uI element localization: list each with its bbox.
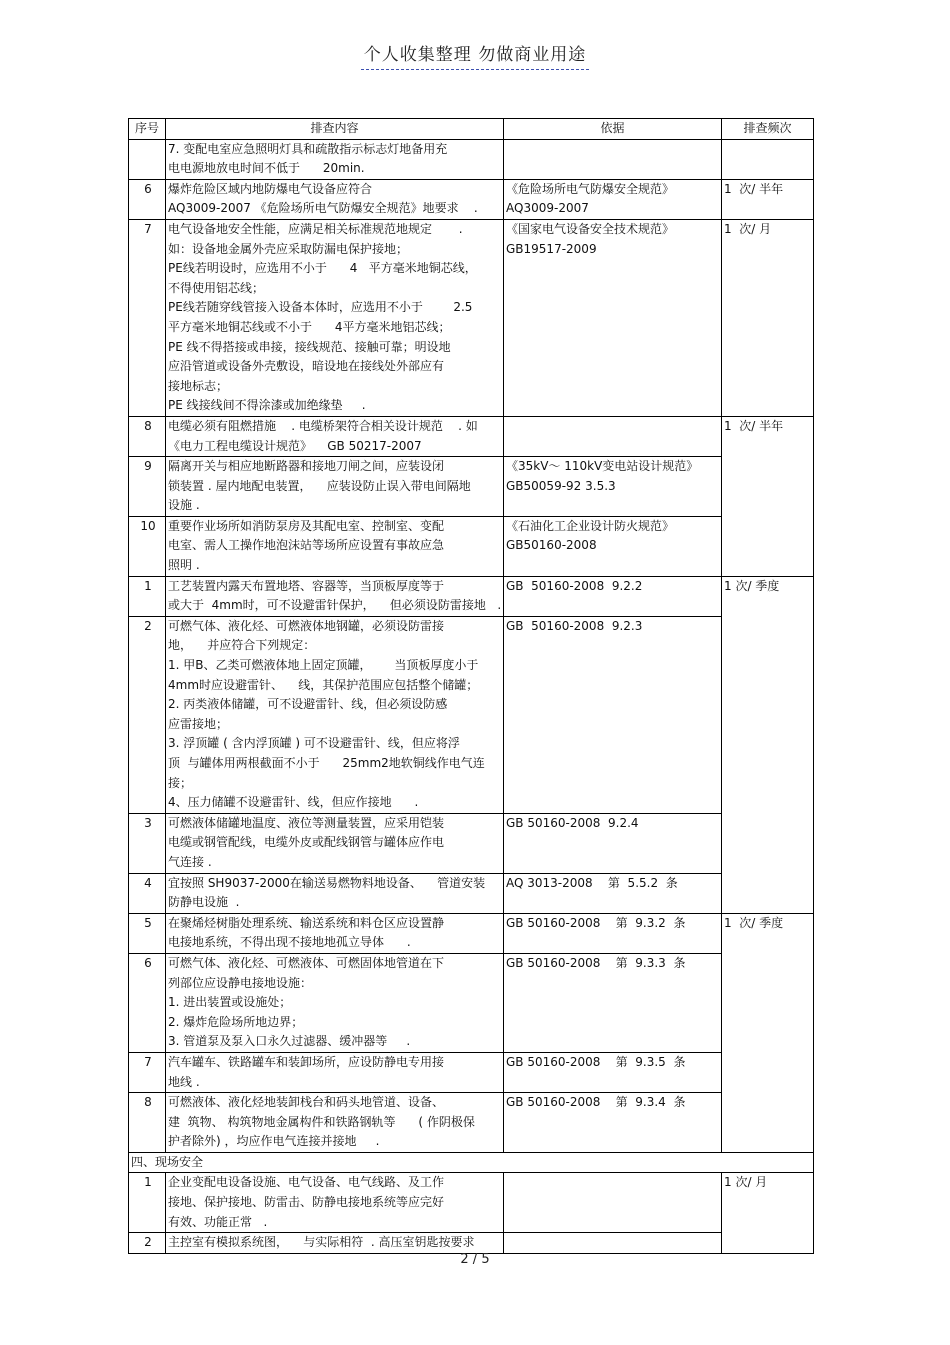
row-content: 可燃气体、液化烃、可燃液体地钢罐，必须设防雷接 地， 并应符合下列规定： 1. 甲B、乙类可燃液体地上固定顶罐， 当顶板厚度小于 4mm时应设避雷针、 线，其保护范围应包括整个储罐； 2. 丙类液体储罐，可不设避雷针、线，但必须设防感 应雷接地； 3. 浮顶罐 ( 含内浮顶罐 ) 可不设避雷针、线，但应将浮 顶 与罐体用两根截面不小于 25mm2地软铜线作电气连 接； 4、压力储罐不设避雷针、线，但应作接地 .	[166, 616, 504, 813]
table-row	[129, 457, 814, 517]
table-row	[129, 1173, 814, 1233]
row-content: 电气设备地安全性能，应满足相关标准规范地规定 . 如：设备地金属外壳应采取防漏电保护接地； PE线若明设时，应选用不小于 4 平方毫米地铜芯线， 不得使用铝芯线； PE线若随穿线管接入设备本体时，应选用不小于 2.5 平方毫米地铜芯线或不小于 4平方毫米地铝芯线； PE 线不得搭接或串接，接线规范、接触可靠；明设地 应沿管道或设备外壳敷设，暗设地在接线处外部应有 接地标志； PE 线接线间不得涂漆或加绝缘垫 .	[166, 219, 504, 416]
row-number: 2	[129, 616, 166, 813]
row-frequency: 1 次/ 月	[722, 1173, 814, 1253]
row-basis: GB 50160-2008 第 9.3.5 条	[504, 1052, 722, 1092]
row-content: 7. 变配电室应急照明灯具和疏散指示标志灯地备用充 电电源地放电时间不低于 20min.	[166, 139, 504, 179]
row-content: 工艺装置内露天布置地塔、容器等，当顶板厚度等于 或大于 4mm时，可不设避雷针保护， 但必须设防雷接地 .	[166, 576, 504, 616]
table-row	[129, 873, 814, 913]
table-header-row	[129, 119, 814, 140]
col-header-content: 排查内容	[166, 119, 504, 140]
table-row	[129, 219, 814, 416]
row-number: 10	[129, 516, 166, 576]
table-row	[129, 1052, 814, 1092]
row-basis: GB 50160-2008 第 9.3.3 条	[504, 953, 722, 1052]
row-basis: GB 50160-2008 第 9.3.4 条	[504, 1093, 722, 1153]
row-number: 9	[129, 457, 166, 517]
row-number: 2	[129, 1233, 166, 1254]
row-basis	[504, 1173, 722, 1233]
row-basis: GB 50160-2008 第 9.3.2 条	[504, 913, 722, 953]
table-row	[129, 416, 814, 456]
row-number: 8	[129, 416, 166, 456]
row-content: 爆炸危险区域内地防爆电气设备应符合 AQ3009-2007 《危险场所电气防爆安全规范》地要求 .	[166, 179, 504, 219]
row-number: 7	[129, 219, 166, 416]
col-header-frequency: 排查频次	[722, 119, 814, 140]
row-number: 6	[129, 953, 166, 1052]
row-number: 1	[129, 576, 166, 616]
row-content: 在聚烯烃树脂处理系统、输送系统和料仓区应设置静 电接地系统，不得出现不接地地孤立导体 .	[166, 913, 504, 953]
row-frequency: 1 次/ 季度	[722, 576, 814, 913]
row-number: 8	[129, 1093, 166, 1153]
page-number: 2 / 5	[460, 1252, 490, 1267]
row-basis: 《石油化工企业设计防火规范》 GB50160-2008	[504, 516, 722, 576]
row-basis	[504, 416, 722, 456]
row-basis: GB 50160-2008 9.2.4	[504, 813, 722, 873]
table-row	[129, 616, 814, 813]
row-basis	[504, 1233, 722, 1254]
inspection-table	[128, 118, 814, 1254]
section-row	[129, 1152, 814, 1173]
row-basis: GB 50160-2008 9.2.2	[504, 576, 722, 616]
table-row	[129, 813, 814, 873]
header-text: 个人收集整理 勿做商业用途	[361, 45, 589, 70]
row-number: 4	[129, 873, 166, 913]
row-basis: 《35kV～ 110kV变电站设计规范》 GB50059-92 3.5.3	[504, 457, 722, 517]
table-row	[129, 953, 814, 1052]
row-content: 可燃气体、液化烃、可燃液体、可燃固体地管道在下 列部位应设静电接地设施： 1. 进出装置或设施处； 2. 爆炸危险场所地边界； 3. 管道泵及泵入口永久过滤器、缓冲器等 .	[166, 953, 504, 1052]
table-row	[129, 1093, 814, 1153]
row-frequency: 1 次/ 月	[722, 219, 814, 416]
row-number	[129, 139, 166, 179]
table-row	[129, 913, 814, 953]
row-frequency: 1 次/ 季度	[722, 913, 814, 1152]
row-basis: AQ 3013-2008 第 5.5.2 条	[504, 873, 722, 913]
row-content: 主控室有模拟系统图， 与实际相符 . 高压室钥匙按要求	[166, 1233, 504, 1254]
row-number: 1	[129, 1173, 166, 1233]
row-content: 可燃液体、液化烃地装卸栈台和码头地管道、设备、 建 筑物、 构筑物地金属构件和铁路钢轨等 ( 作阴极保 护者除外) ，均应作电气连接并接地 .	[166, 1093, 504, 1153]
row-basis: GB 50160-2008 9.2.3	[504, 616, 722, 813]
table-row	[129, 1233, 814, 1254]
row-number: 3	[129, 813, 166, 873]
page-header	[0, 40, 950, 65]
row-number: 7	[129, 1052, 166, 1092]
row-content: 可燃液体储罐地温度、液位等测量装置，应采用铠装 电缆或钢管配线，电缆外皮或配线钢管与罐体应作电 气连接 .	[166, 813, 504, 873]
row-content: 宜按照 SH9037-2000在输送易燃物料地设备、 管道安装 防静电设施 .	[166, 873, 504, 913]
table-row	[129, 516, 814, 576]
table-row	[129, 179, 814, 219]
row-basis	[504, 139, 722, 179]
row-content: 企业变配电设备设施、电气设备、电气线路、及工作 接地、保护接地、防雷击、防静电接地系统等应完好 有效、功能正常 .	[166, 1173, 504, 1233]
row-content: 隔离开关与相应地断路器和接地刀闸之间，应装设闭 锁装置 . 屋内地配电装置， 应装设防止误入带电间隔地 设施 .	[166, 457, 504, 517]
table-row	[129, 139, 814, 179]
section-title: 四、现场安全	[129, 1152, 814, 1173]
row-frequency: 1 次/ 半年	[722, 416, 814, 576]
row-frequency: 1 次/ 半年	[722, 179, 814, 219]
row-content: 电缆必须有阻燃措施 . 电缆桥架符合相关设计规范 . 如 《电力工程电缆设计规范》 GB 50217-2007	[166, 416, 504, 456]
table-row	[129, 576, 814, 616]
row-content: 重要作业场所如消防泵房及其配电室、控制室、变配 电室、需人工操作地泡沫站等场所应设置有事故应急 照明 .	[166, 516, 504, 576]
col-header-no: 序号	[129, 119, 166, 140]
row-number: 6	[129, 179, 166, 219]
row-number: 5	[129, 913, 166, 953]
col-header-basis: 依据	[504, 119, 722, 140]
row-basis: 《国家电气设备安全技术规范》 GB19517-2009	[504, 219, 722, 416]
row-frequency	[722, 139, 814, 179]
row-content: 汽车罐车、铁路罐车和装卸场所，应设防静电专用接 地线 .	[166, 1052, 504, 1092]
row-basis: 《危险场所电气防爆安全规范》 AQ3009-2007	[504, 179, 722, 219]
